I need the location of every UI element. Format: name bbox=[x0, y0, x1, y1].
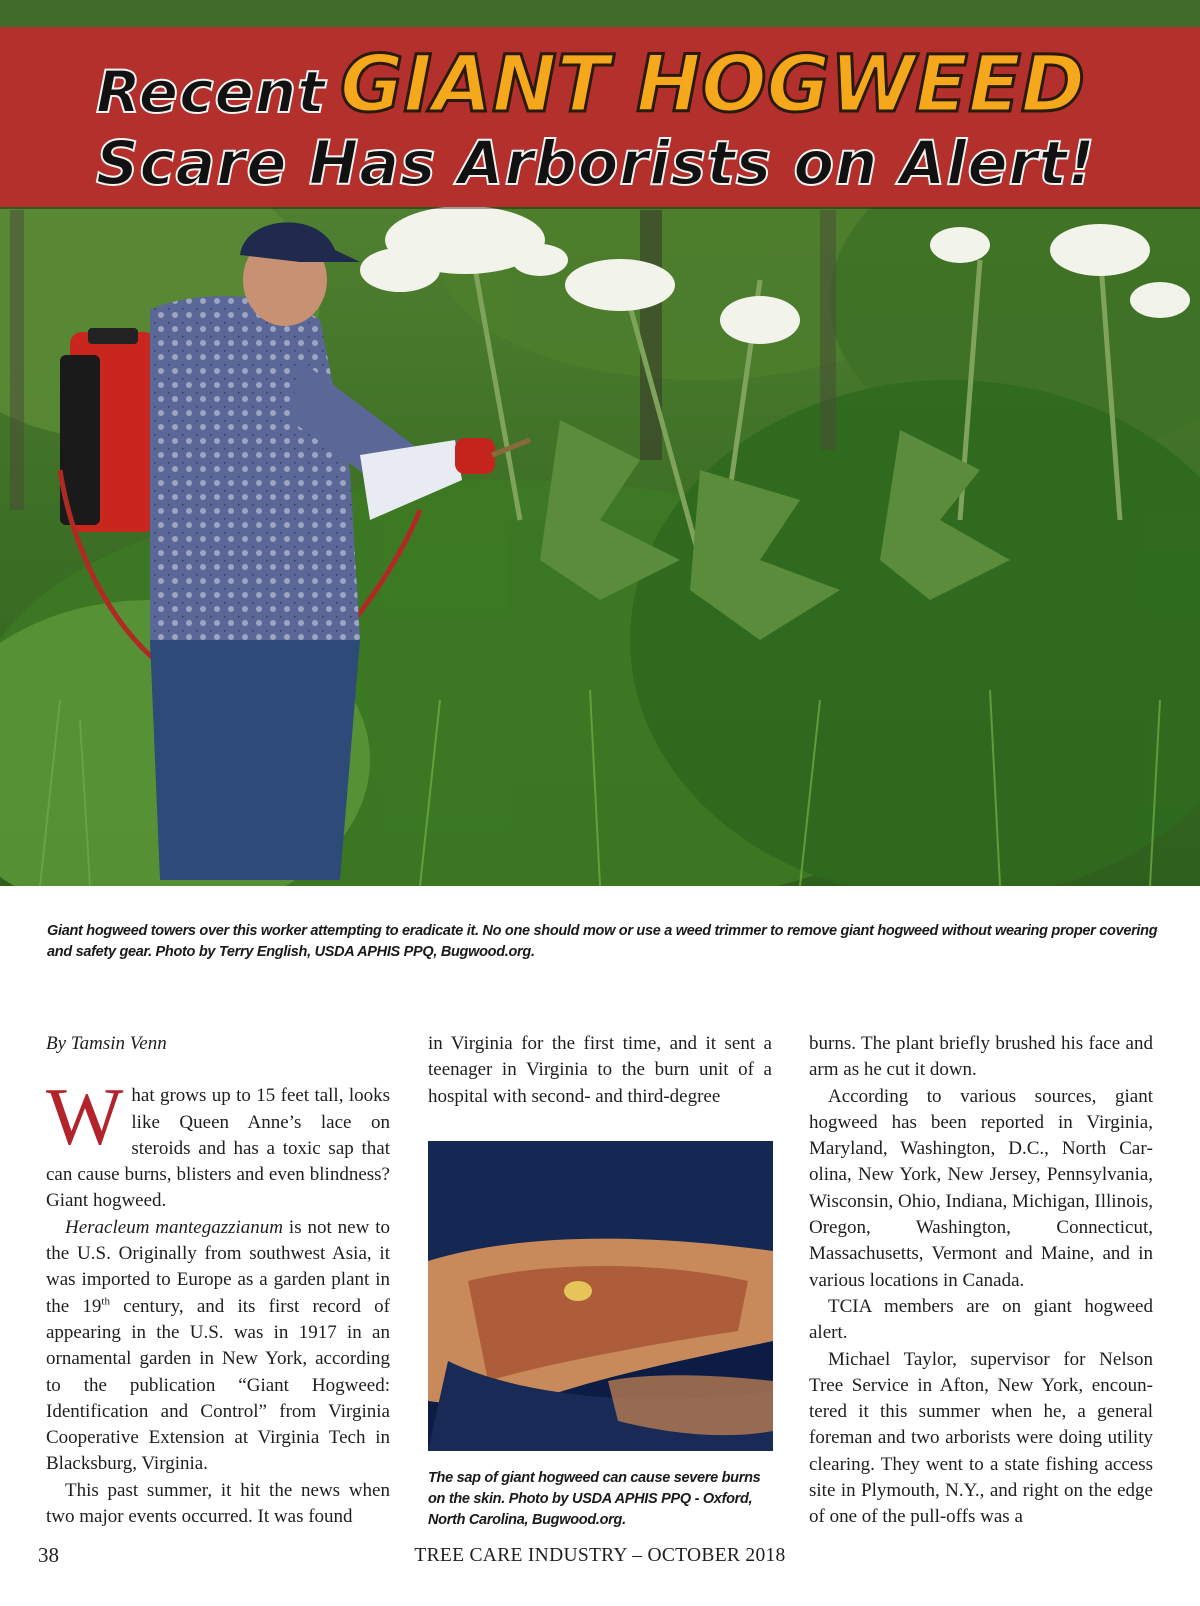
article-column-3 bbox=[809, 1031, 1153, 1531]
paragraph-intro-text: hat grows up to 15 feet tall, looks like Queen Anne’s lace on steroids and has a toxic sap that can cause burns, blisters and even blindness? Giant hogweed. bbox=[46, 1085, 390, 1212]
paragraph-tcia: TCIA members are on giant hogweed alert. bbox=[809, 1295, 1153, 1344]
publication-footer: TREE CARE INDUSTRY – OCTOBER 2018 bbox=[414, 1545, 786, 1566]
species-name: Heracleum mantegazzianum bbox=[65, 1216, 284, 1238]
article-column-1 bbox=[46, 1031, 390, 1530]
hero-caption: Giant hogweed towers over this worker attempting to eradicate it. No one should mow or use a weed trimmer to remove giant hogweed without wearing proper covering and safety gear. Photo by Terry English, USDA APHIS PPQ, Bugwood.org. bbox=[47, 923, 1158, 960]
burn-photo-caption: The sap of giant hogweed can cause severe burns on the skin. Photo by USDA APHIS PPQ - Oxford, North Carolina, Bugwood.org. bbox=[428, 1470, 761, 1528]
paragraph-intro bbox=[46, 1071, 390, 1214]
paragraph-species-text-a: is not new to the U.S. Originally from southwest Asia, it was imported to Europe as a garden plant in the 19 bbox=[46, 1216, 390, 1317]
paragraph-species bbox=[46, 1215, 390, 1478]
paragraph-virginia: in Virginia for the first time, and it sent a teenager in Virginia to the burn unit of a hospital with second- and third-degree bbox=[428, 1033, 772, 1107]
paragraph-news: This past summer, it hit the news when two major events occurred. It was found bbox=[46, 1479, 390, 1528]
paragraph-sources: According to various sources, giant hogweed has been reported in Virginia, Maryland, Washington, D.C., North Carolina, New York, New Jersey, Pennsylvania, Wisconsin, Ohio, Indiana, Michigan, Illinois, Oregon, Washington, Connecticut, Massachusetts, Vermont and Maine, and in various locations in Canada. bbox=[809, 1085, 1153, 1291]
page-number: 38 bbox=[38, 1543, 59, 1567]
article-column-2 bbox=[428, 1031, 772, 1110]
superscript-th: th bbox=[101, 1295, 110, 1308]
drop-cap: W bbox=[46, 1071, 124, 1163]
headline-giant-hogweed: GIANT HOGWEED bbox=[340, 40, 1086, 130]
paragraph-species-text-b: century, and its first record of appearing in the U.S. was in 1917 in an ornamental garden in New York, according to the publication “Giant Hogweed: Identification and Control” from Virginia Cooperative Extension at Virginia Tech in Blacksburg, Virginia. bbox=[46, 1295, 391, 1475]
byline: By Tamsin Venn bbox=[46, 1033, 167, 1054]
headline-line2: Scare Has Arborists on Alert! bbox=[96, 128, 1096, 199]
burn-photo bbox=[428, 1141, 773, 1451]
headline-word-recent: Recent bbox=[96, 58, 326, 126]
paragraph-burns: burns. The plant briefly brushed his face and arm as he cut it down. bbox=[809, 1033, 1153, 1081]
burn-photo-illustration bbox=[428, 1141, 773, 1451]
paragraph-taylor: Michael Taylor, supervisor for Nelson Tree Service in Afton, New York, encountered it this summer when he, a general foreman and two arborists were doing utility clearing. They went to a state fishing access site in Plymouth, N.Y., and right on the edge of one of the pull-offs was a bbox=[809, 1348, 1153, 1528]
